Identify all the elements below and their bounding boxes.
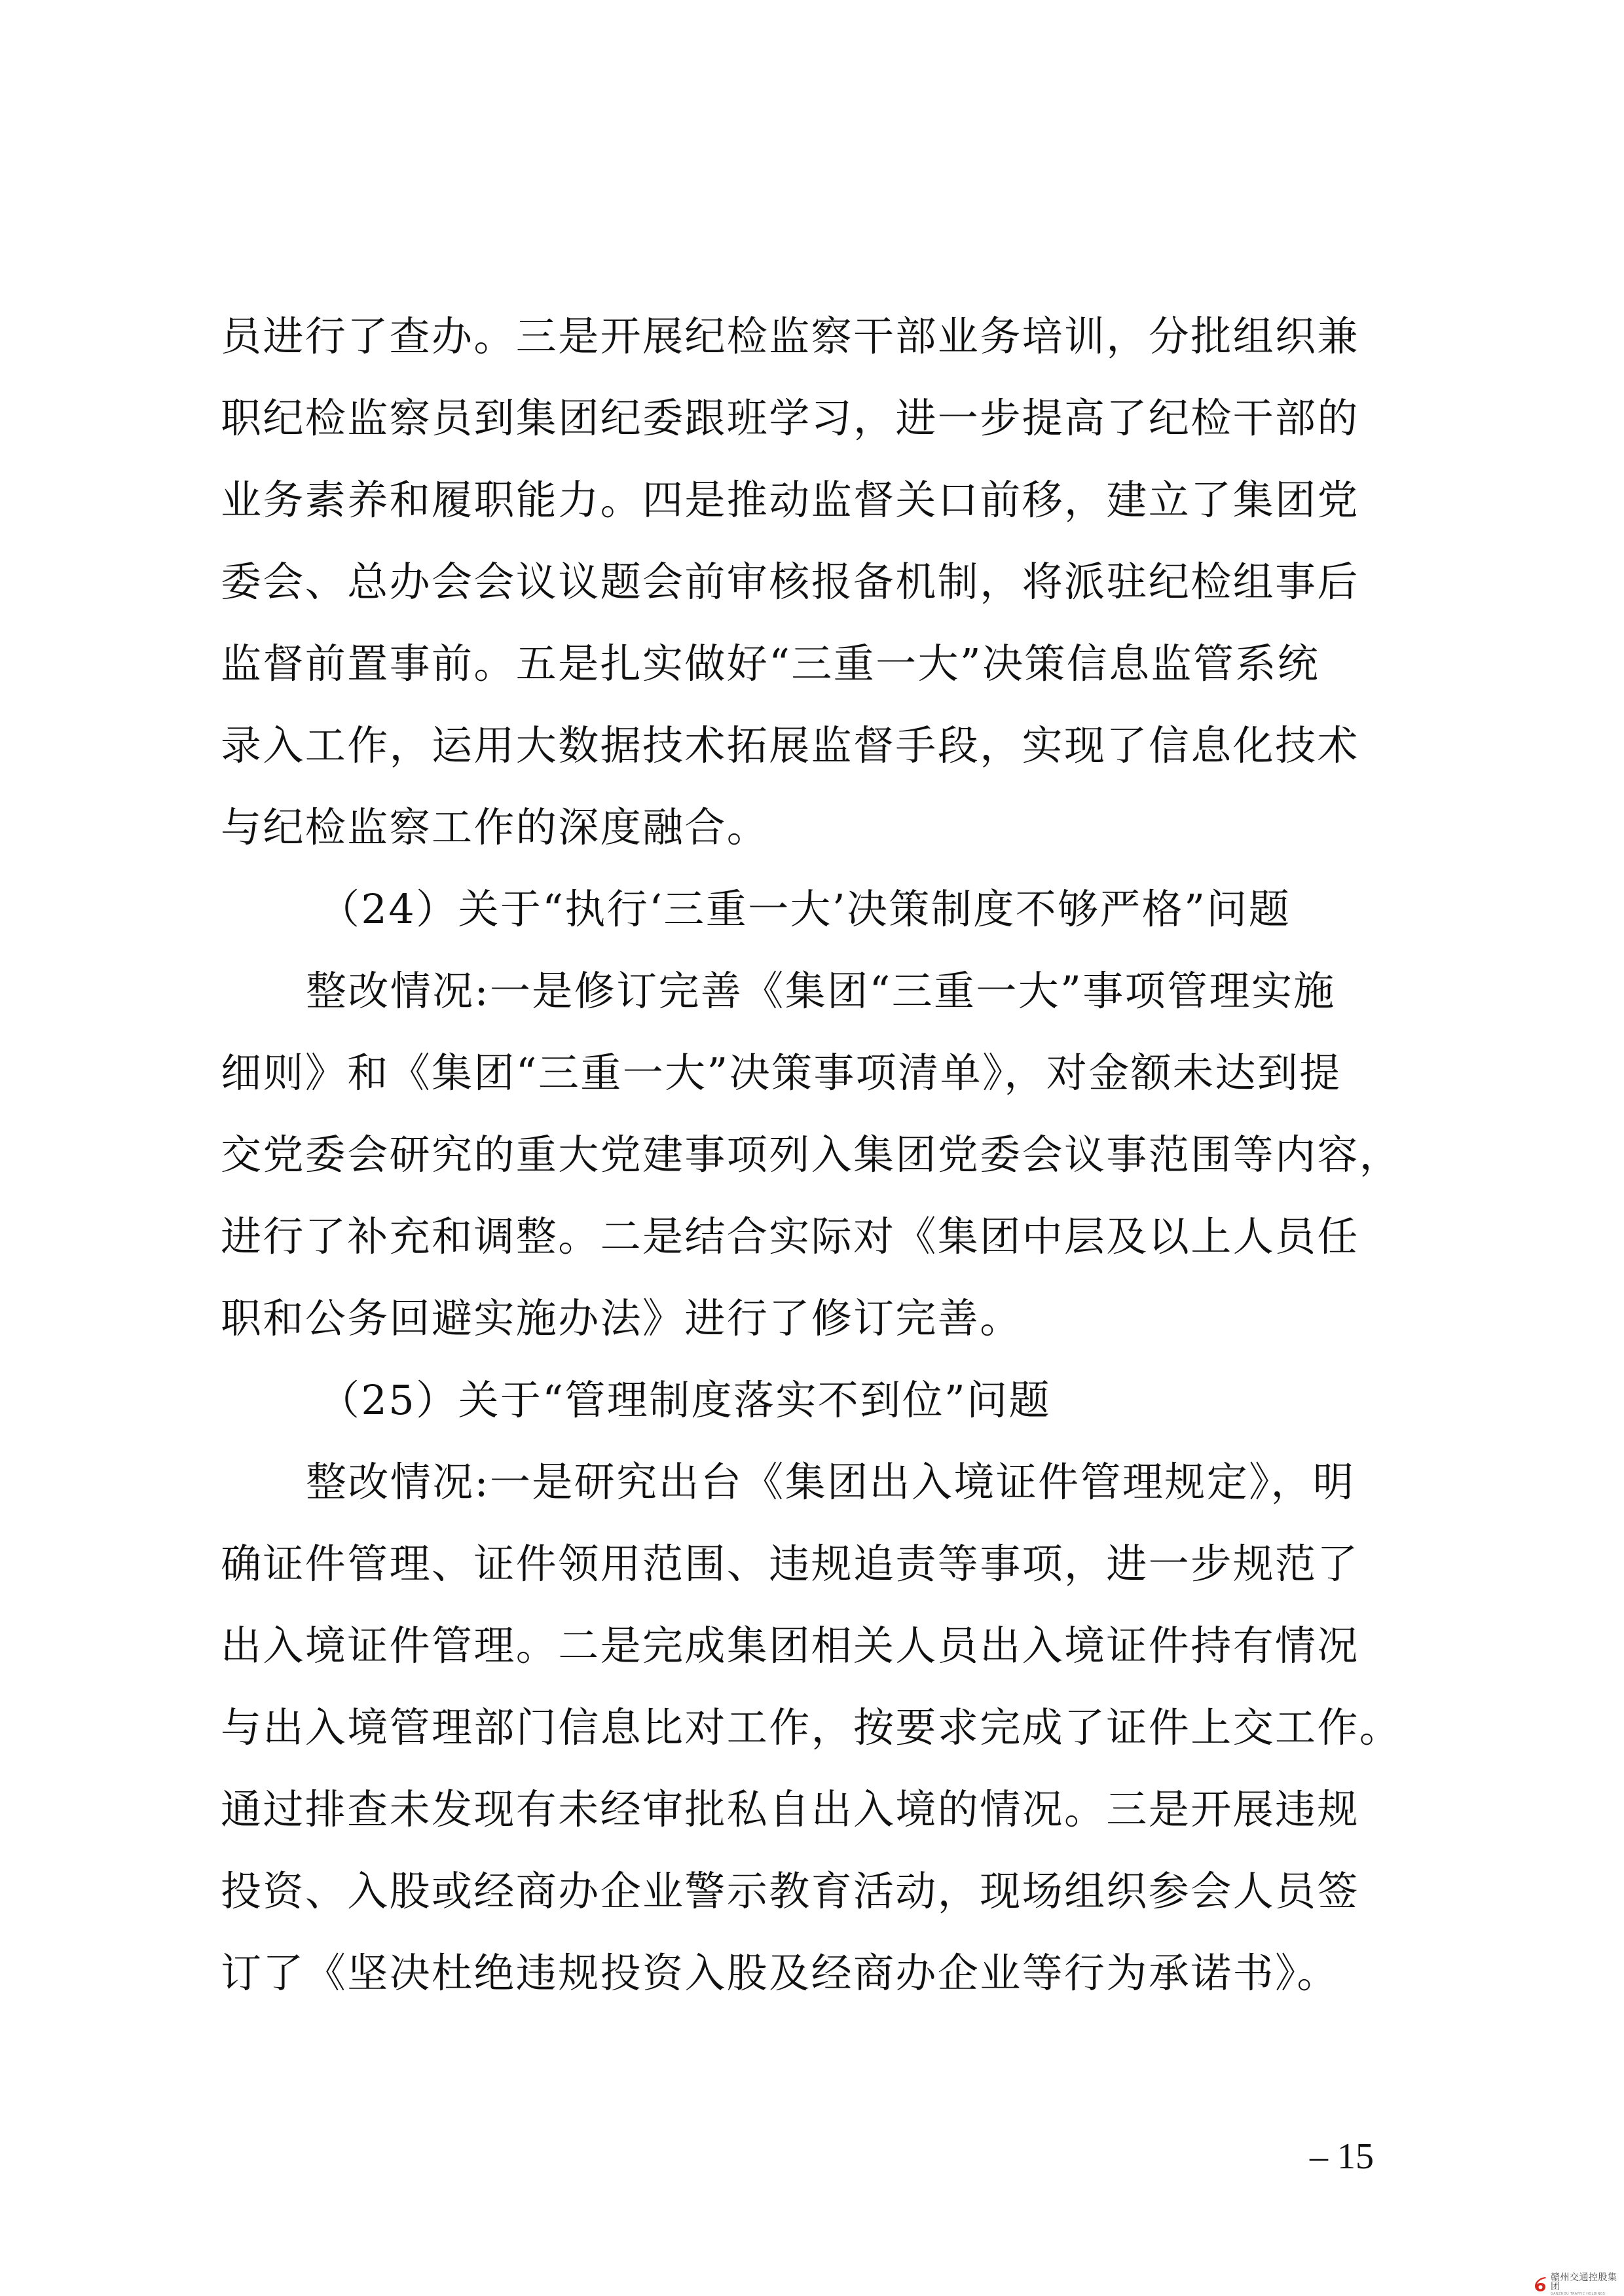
section-heading-25: （25）关于“管理制度落实不到位”问题 bbox=[319, 1376, 1051, 1424]
paragraph-start-line: 整改情况:一是研究出台《集团出入境证件管理规定》，明 bbox=[306, 1458, 1356, 1506]
body-line: 交党委会研究的重大党建事项列入集团党委会议事范围等内容， bbox=[221, 1131, 1402, 1178]
watermark-name-cn: 赣州交通控股集团 bbox=[1551, 2272, 1617, 2292]
body-line: 订了《坚决杜绝违规投资入股及经商办企业等行为承诺书》。 bbox=[221, 1949, 1339, 1997]
body-line: 投资、入股或经商办企业警示教育活动，现场组织参会人员签 bbox=[221, 1867, 1359, 1915]
company-watermark bbox=[1532, 2272, 1624, 2296]
body-line: 细则》和《集团“三重一大”决策事项清单》，对金额未达到提 bbox=[221, 1049, 1342, 1097]
body-line: 确证件管理、证件领用范围、违规追责等事项，进一步规范了 bbox=[221, 1540, 1359, 1588]
body-line: 员进行了查办。三是开展纪检监察干部业务培训，分批组织兼 bbox=[221, 312, 1359, 360]
section-heading-24: （24）关于“执行‘三重一大’决策制度不够严格”问题 bbox=[319, 885, 1291, 933]
body-line: 进行了补充和调整。二是结合实际对《集团中层及以上人员任 bbox=[221, 1212, 1359, 1260]
body-line: 与出入境管理部门信息比对工作，按要求完成了证件上交工作。 bbox=[221, 1704, 1402, 1751]
ganzhou-traffic-logo-icon bbox=[1532, 2276, 1548, 2293]
paragraph-start-line: 整改情况:一是修订完善《集团“三重一大”事项管理实施 bbox=[306, 967, 1336, 1015]
body-line: 监督前置事前。五是扎实做好“三重一大”决策信息监管系统 bbox=[221, 640, 1320, 687]
body-line: 与纪检监察工作的深度融合。 bbox=[221, 803, 769, 851]
page-number: – 15 bbox=[1310, 2136, 1374, 2177]
watermark-name-en: GANZHOU TRAFFIC HOLDINGS bbox=[1551, 2291, 1606, 2296]
body-line: 业务素养和履职能力。四是推动监督关口前移，建立了集团党 bbox=[221, 476, 1359, 524]
document-body bbox=[221, 305, 1407, 2024]
body-line: 出入境证件管理。二是完成集团相关人员出入境证件持有情况 bbox=[221, 1622, 1359, 1669]
body-line: 职纪检监察员到集团纪委跟班学习，进一步提高了纪检干部的 bbox=[221, 394, 1359, 442]
body-line: 委会、总办会会议议题会前审核报备机制，将派驻纪检组事后 bbox=[221, 558, 1359, 606]
body-line: 录入工作，运用大数据技术拓展监督手段，实现了信息化技术 bbox=[221, 721, 1359, 769]
body-line: 职和公务回避实施办法》进行了修订完善。 bbox=[221, 1294, 1022, 1342]
body-line: 通过排查未发现有未经审批私自出入境的情况。三是开展违规 bbox=[221, 1785, 1359, 1833]
